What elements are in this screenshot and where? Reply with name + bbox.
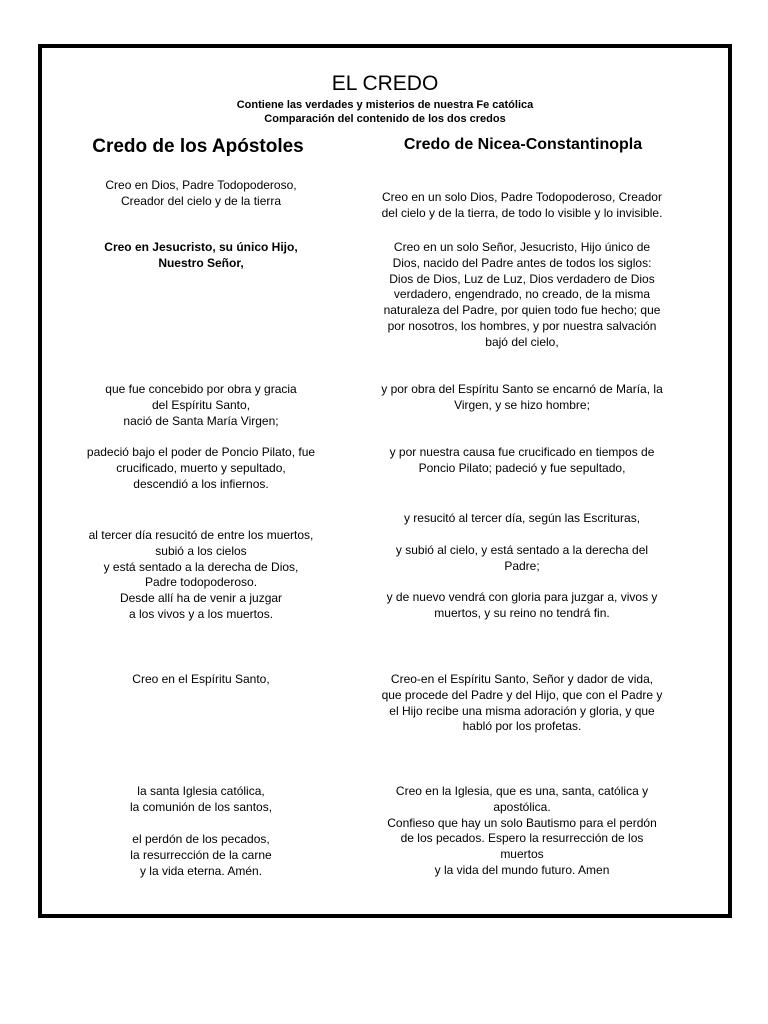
nicene-article-8: Creo-en el Espíritu Santo, Señor y dador de vida, que procede del Padre y del Hijo, que con el Padre y el Hijo recibe una misma adoración y gloria, y que habló por los profetas. (381, 672, 663, 734)
nicene-article-3: y por obra del Espíritu Santo se encarnó de María, la Virgen, y se hizo hombre; (381, 382, 663, 412)
apostles-article-3: que fue concebido por obra y gracia del Espíritu Santo, nació de Santa María Virgen; (105, 382, 297, 428)
nicene-article-1: Creo en un solo Dios, Padre Todopoderoso, Creador del cielo y de la tierra, de todo lo visible y lo invisible. (381, 190, 663, 220)
nicene-article-7: y de nuevo vendrá con gloria para juzgar a, vivos y muertos, y su reino no tendrá fin. (386, 590, 658, 620)
column-heading-apostles: Credo de los Apóstoles (92, 136, 304, 157)
apostles-article-6: Creo en el Espíritu Santo, (132, 672, 270, 686)
column-heading-nicene: Credo de Nicea-Constantinopla (403, 136, 643, 153)
document-frame (38, 44, 732, 918)
nicene-article-9: Creo en la Iglesia, que es una, santa, católica y apostólica. Confieso que hay un solo Bautismo para el perdón de los pecados. Espero la resurrección de los muertos y la vida del mundo futuro. Amen (387, 784, 657, 877)
page-subtitle-comparison: Comparación del contenido de los dos credos (264, 113, 506, 125)
apostles-article-8: el perdón de los pecados, la resurrección de la carne y la vida eterna. Amén. (130, 832, 272, 878)
apostles-article-5: al tercer día resucitó de entre los muertos, subió a los cielos y está sentado a la derecha de Dios, Padre todopoderoso. Desde allí ha de venir a juzgar a los vivos y a los muertos. (88, 528, 314, 621)
page-subtitle: Contiene las verdades y misterios de nuestra Fe católica (236, 99, 534, 111)
nicene-article-5: y resucitó al tercer día, según las Escrituras, (403, 511, 641, 525)
nicene-article-6: y subió al cielo, y está sentado a la derecha del Padre; (395, 543, 649, 573)
apostles-article-7: la santa Iglesia católica, la comunión de los santos, (129, 784, 273, 814)
apostles-article-2: Creo en Jesucristo, su único Hijo, Nuestro Señor, (104, 240, 298, 270)
nicene-article-4: y por nuestra causa fue crucificado en tiempos de Poncio Pilato; padeció y fue sepultado, (389, 445, 655, 475)
nicene-article-2: Creo en un solo Señor, Jesucristo, Hijo único de Dios, nacido del Padre antes de todos los siglos: Dios de Dios, Luz de Luz, Dios verdadero de Dios verdadero, engendrado, no creado, de la misma naturaleza del Padre, por quien todo fue hecho; que por nosotros, los hombres, y por nuestra salvación bajó del cielo, (383, 240, 661, 349)
left-margin-bar (38, 48, 41, 238)
apostles-article-1: Creo en Dios, Padre Todopoderoso, Creador del cielo y de la tierra (105, 178, 297, 208)
apostles-article-4: padeció bajo el poder de Poncio Pilato, fue crucificado, muerto y sepultado, descendió a los infiernos. (86, 445, 316, 491)
page-title: EL CREDO (331, 72, 439, 95)
